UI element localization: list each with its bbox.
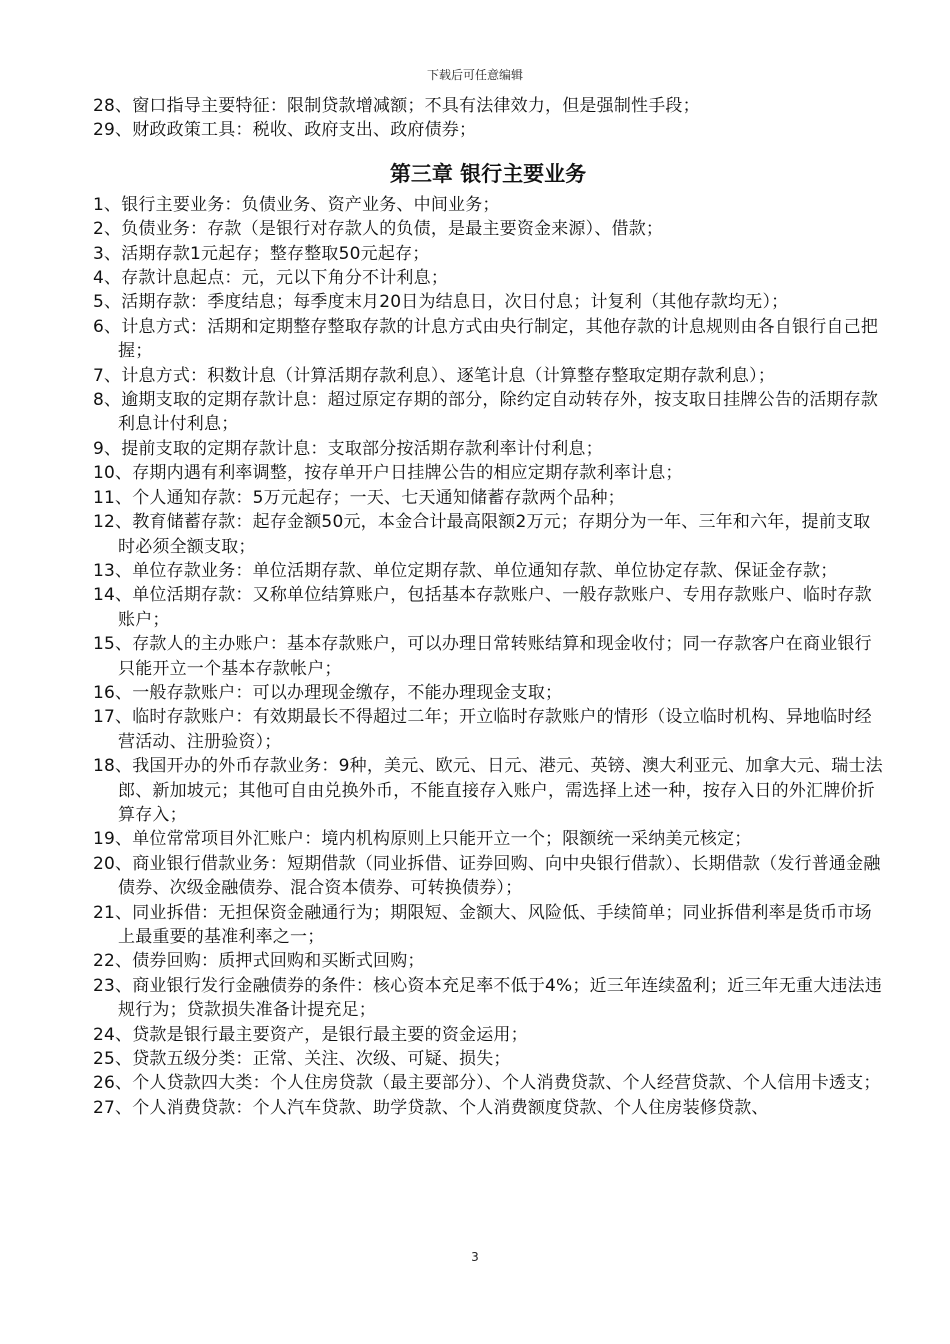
list-item: 12、教育储蓄存款：起存金额50元，本金合计最高限额2万元；存期分为一年、三年和六年，提前支取时必须全额支取； — [93, 512, 871, 557]
list-item: 13、单位存款业务：单位活期存款、单位定期存款、单位通知存款、单位协定存款、保证金存款； — [93, 560, 838, 581]
list-item: 26、个人贷款四大类：个人住房贷款（最主要部分）、个人消费贷款、个人经营贷款、个人信用卡透支； — [93, 1073, 881, 1094]
list-item: 11、个人通知存款：5万元起存；一天、七天通知储蓄存款两个品种； — [93, 487, 625, 508]
list-item: 3、活期存款1元起存；整存整取50元起存； — [93, 243, 430, 264]
list-item: 6、计息方式：活期和定期整存整取存款的计息方式由央行制定，其他存款的计息规则由各自银行自己把握； — [93, 316, 879, 362]
list-item: 14、单位活期存款：又称单位结算账户，包括基本存款账户、一般存款账户、专用存款账户、临时存款账户； — [93, 585, 872, 630]
list-item: 15、存款人的主办账户：基本存款账户，可以办理日常转账结算和现金收付；同一存款客户在商业银行只能开立一个基本存款帐户； — [93, 634, 872, 679]
header-note: 下载后可任意编辑 — [426, 68, 523, 82]
list-item: 4、存款计息起点：元，元以下角分不计利息； — [93, 268, 449, 289]
list-item: 16、一般存款账户：可以办理现金缴存，不能办理现金支取； — [93, 682, 563, 703]
list-item: 22、债券回购：质押式回购和买断式回购； — [93, 951, 425, 972]
list-item: 24、贷款是银行最主要资产，是银行最主要的资金运用； — [93, 1024, 528, 1045]
page-number: 3 — [471, 1250, 479, 1264]
list-item: 2、负债业务：存款（是银行对存款人的负债，是最主要资金来源）、借款； — [93, 219, 664, 240]
list-item: 7、计息方式：积数计息（计算活期存款利息）、逐笔计息（计算整存整取定期存款利息）； — [93, 365, 776, 386]
list-item: 20、商业银行借款业务：短期借款（同业拆借、证券回购、向中央银行借款）、长期借款（发行普通金融债券、次级金融债券、混合资本债券、可转换债券）； — [93, 853, 881, 899]
list-item: 9、提前支取的定期存款计息：支取部分按活期存款利率计付利息； — [93, 438, 603, 459]
list-item: 29、财政政策工具：税收、政府支出、政府债券； — [93, 120, 477, 141]
document-body — [93, 94, 883, 1120]
list-item: 5、活期存款：季度结息；每季度末月20日为结息日，次日付息；计复利（其他存款均无）； — [93, 292, 789, 313]
list-item: 25、贷款五级分类：正常、关注、次级、可疑、损失； — [93, 1049, 511, 1070]
chapter-title: 第三章 银行主要业务 — [389, 161, 587, 186]
list-item: 8、逾期支取的定期存款计息：超过原定存期的部分，除约定自动转存外，按支取日挂牌公告的活期存款利息计付利息； — [93, 390, 879, 435]
list-item: 17、临时存款账户：有效期最长不得超过二年；开立临时存款账户的情形（设立临时机构、异地临时经营活动、注册验资）； — [93, 707, 872, 752]
list-item: 21、同业拆借：无担保资金融通行为；期限短、金额大、风险低、手续简单；同业拆借利率是货币市场上最重要的基准利率之一； — [93, 902, 872, 947]
list-item: 19、单位常常项目外汇账户：境内机构原则上只能开立一个；限额统一采纳美元核定； — [93, 829, 752, 850]
list-item: 10、存期内遇有利率调整，按存单开户日挂牌公告的相应定期存款利率计息； — [93, 463, 683, 484]
list-item: 1、银行主要业务：负债业务、资产业务、中间业务； — [93, 194, 500, 215]
list-item: 23、商业银行发行金融债券的条件：核心资本充足率不低于4%；近三年连续盈利；近三年无重大违法违规行为；贷款损失准备计提充足； — [93, 975, 882, 1021]
list-item: 18、我国开办的外币存款业务：9种，美元、欧元、日元、港元、英镑、澳大利亚元、加拿大元、瑞士法郎、新加坡元；其他可自由兑换外币，不能直接存入账户，需选择上述一种，按存入日的外汇牌价折算存入； — [93, 756, 883, 825]
list-item: 27、个人消费贷款：个人汽车贷款、助学贷款、个人消费额度贷款、个人住房装修贷款、 — [93, 1097, 769, 1118]
list-item: 28、窗口指导主要特征：限制贷款增减额；不具有法律效力，但是强制性手段； — [93, 96, 700, 116]
